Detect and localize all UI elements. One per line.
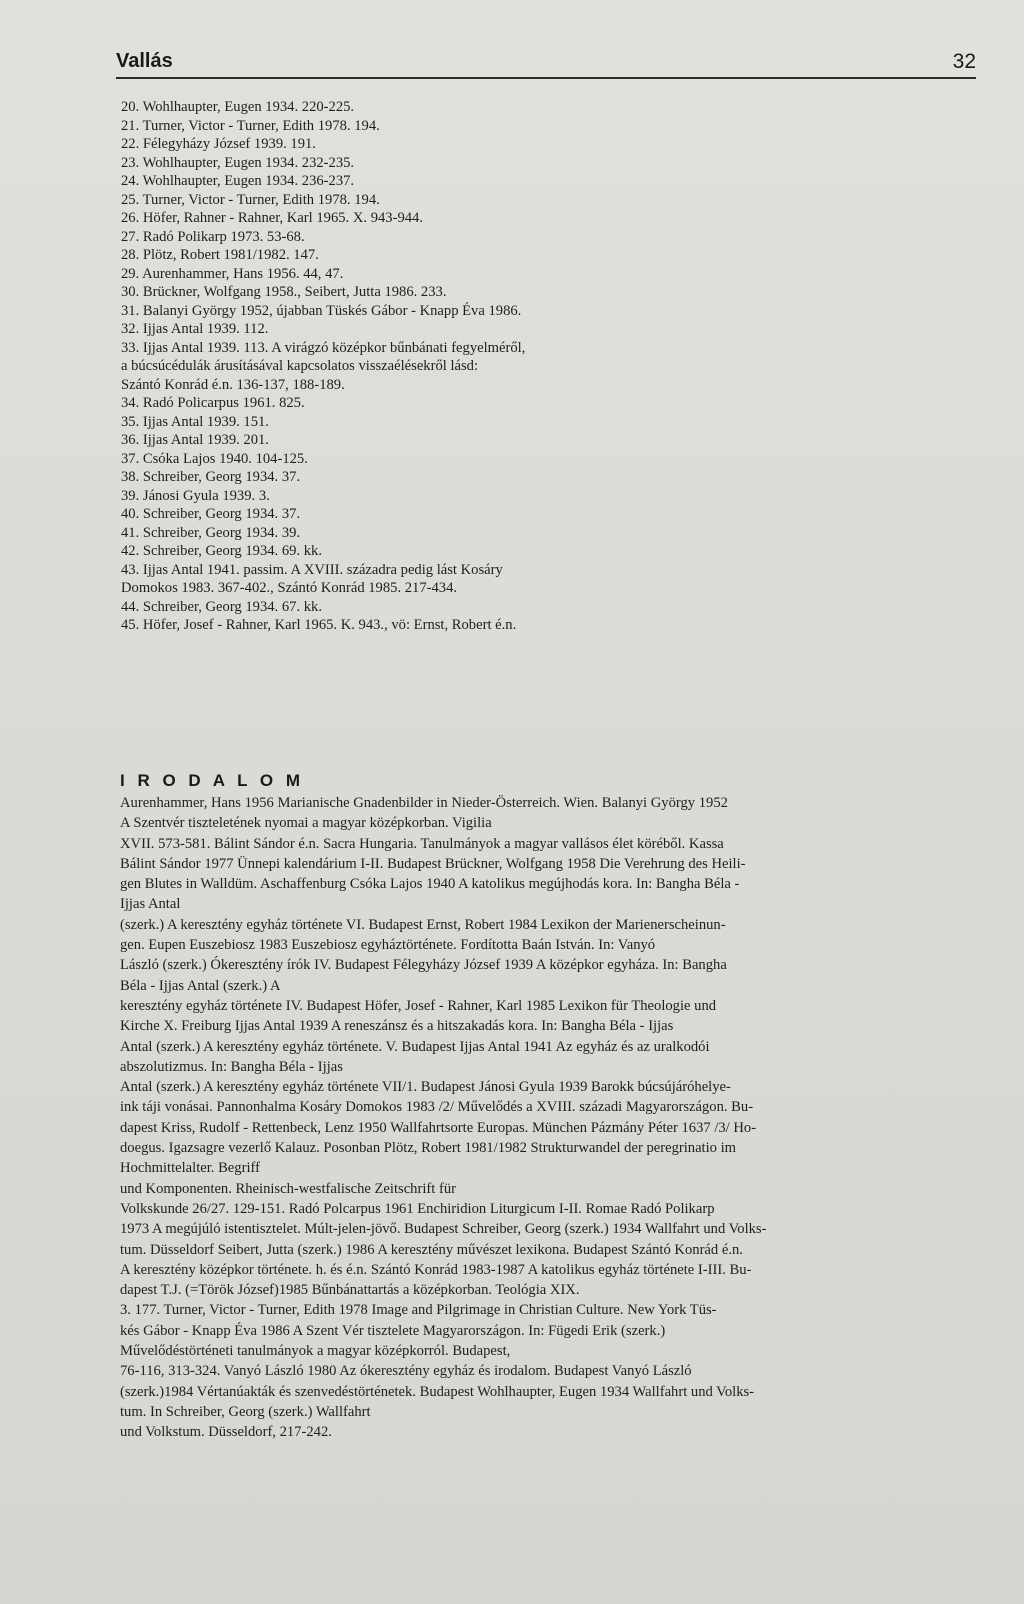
bibliography-line: Hochmittelalter. Begriff <box>120 1160 260 1177</box>
bibliography-line: 76-116, 313-324. Vanyó László 1980 Az ókeresztény egyház és irodalom. Budapest Vanyó László <box>120 1363 692 1380</box>
endnote-line: 42. Schreiber, Georg 1934. 69. kk. <box>121 543 322 559</box>
bibliography-line: kés Gábor - Knapp Éva 1986 A Szent Vér tisztelete Magyarországon. In: Fügedi Erik (szerk.) <box>120 1322 666 1339</box>
bibliography-line: Aurenhammer, Hans 1956 Marianische Gnadenbilder in Nieder-Österreich. Wien. Balanyi György 1952 <box>120 795 728 811</box>
endnote-line: 27. Radó Polikarp 1973. 53-68. <box>121 228 305 245</box>
endnote-line: a búcsúcédulák árusításával kapcsolatos visszaélésekről lásd: <box>121 358 479 374</box>
bibliography-line: und Volkstum. Düsseldorf, 217-242. <box>120 1424 332 1441</box>
endnotes-list <box>121 98 951 635</box>
endnote-line: 23. Wohlhaupter, Eugen 1934. 232-235. <box>121 154 355 171</box>
endnote-line: 34. Radó Policarpus 1961. 825. <box>121 395 305 411</box>
endnote-line: Domokos 1983. 367-402., Szántó Konrád 1985. 217-434. <box>121 580 458 596</box>
bibliography-line: XVII. 573-581. Bálint Sándor é.n. Sacra Hungaria. Tanulmányok a magyar vallásos élet köréből. Kassa <box>120 835 724 852</box>
endnote-line: 22. Félegyházy József 1939. 191. <box>121 136 316 152</box>
bibliography-line: Ijjas Antal <box>120 896 181 913</box>
endnote-line: 37. Csóka Lajos 1940. 104-125. <box>121 450 308 467</box>
bibliography-text <box>120 793 972 1443</box>
bibliography-line: tum. Düsseldorf Seibert, Jutta (szerk.) 1986 A keresztény művészet lexikona. Budapest Szántó Konrád é.n. <box>120 1241 743 1258</box>
bibliography-line: Kirche X. Freiburg Ijjas Antal 1939 A reneszánsz és a hitszakadás kora. In: Bangha Béla - Ijjas <box>120 1018 674 1035</box>
bibliography-line: (szerk.)1984 Vértanúakták és szenvedéstörténetek. Budapest Wohlhaupter, Eugen 1934 Wallfahrt und Volks- <box>120 1383 755 1400</box>
bibliography-line: Bálint Sándor 1977 Ünnepi kalendárium I-II. Budapest Brückner, Wolfgang 1958 Die Verehrung des Heili- <box>120 855 746 872</box>
bibliography-line: Antal (szerk.) A keresztény egyház története VII/1. Budapest Jánosi Gyula 1939 Barokk búcsújáróhelye- <box>120 1079 731 1096</box>
bibliography-line: gen. Eupen Euszebiosz 1983 Euszebiosz egyháztörténete. Fordította Baán István. In: Vanyó <box>120 937 656 954</box>
endnote-line: 33. Ijjas Antal 1939. 113. A virágzó középkor bűnbánati fegyelméről, <box>121 339 526 356</box>
bibliography-line: 1973 A megújúló istentisztelet. Múlt-jelen-jövő. Budapest Schreiber, Georg (szerk.) 1934 Wallfahrt und Volks- <box>120 1221 767 1238</box>
endnote-line: 29. Aurenhammer, Hans 1956. 44, 47. <box>121 265 344 282</box>
endnote-line: 28. Plötz, Robert 1981/1982. 147. <box>121 247 319 263</box>
bibliography-line: A keresztény középkor története. h. és é.n. Szántó Konrád 1983-1987 A katolikus egyház története I-III. Bu- <box>120 1261 752 1278</box>
endnote-line: 31. Balanyi György 1952, újabban Tüskés Gábor - Knapp Éva 1986. <box>121 302 522 319</box>
endnote-line: 40. Schreiber, Georg 1934. 37. <box>121 506 301 522</box>
bibliography-line: dapest Kriss, Rudolf - Rettenbeck, Lenz 1950 Wallfahrtsorte Europas. München Pázmány Péter 1637 /3/ Ho- <box>120 1119 757 1136</box>
bibliography-line: dapest T.J. (=Török József)1985 Bűnbánattartás a középkorban. Teológia XIX. <box>120 1282 580 1299</box>
bibliography-line: A Szentvér tiszteletének nyomai a magyar középkorban. Vigilia <box>120 815 492 832</box>
bibliography-line: Béla - Ijjas Antal (szerk.) A <box>120 977 281 994</box>
endnote-line: 45. Höfer, Josef - Rahner, Karl 1965. K. 943., vö: Ernst, Robert é.n. <box>121 617 517 633</box>
endnote-line: 41. Schreiber, Georg 1934. 39. <box>121 524 301 541</box>
bibliography-line: tum. In Schreiber, Georg (szerk.) Wallfahrt <box>120 1403 371 1420</box>
bibliography-line: 3. 177. Turner, Victor - Turner, Edith 1978 Image and Pilgrimage in Christian Culture. New York Tüs- <box>120 1302 717 1319</box>
endnote-line: 32. Ijjas Antal 1939. 112. <box>121 321 269 337</box>
bibliography-line: keresztény egyház története IV. Budapest Höfer, Josef - Rahner, Karl 1985 Lexikon für Theologie und <box>120 997 717 1014</box>
bibliography-line: doegus. Igazsagre vezerlő Kalauz. Posonban Plötz, Robert 1981/1982 Strukturwandel der peregrinatio im <box>120 1140 737 1157</box>
endnote-line: 39. Jánosi Gyula 1939. 3. <box>121 487 270 504</box>
endnote-line: 43. Ijjas Antal 1941. passim. A XVIII. századra pedig lást Kosáry <box>121 561 503 578</box>
endnote-line: 21. Turner, Victor - Turner, Edith 1978. 194. <box>121 117 380 134</box>
header-rule <box>116 77 976 79</box>
bibliography-line: Művelődéstörténeti tanulmányok a magyar középkorról. Budapest, <box>120 1343 511 1360</box>
bibliography-line: (szerk.) A keresztény egyház története VI. Budapest Ernst, Robert 1984 Lexikon der Marienerscheinun- <box>120 916 726 933</box>
running-title: Vallás <box>116 50 173 72</box>
endnote-line: 30. Brückner, Wolfgang 1958., Seibert, Jutta 1986. 233. <box>121 284 447 300</box>
endnote-line: 24. Wohlhaupter, Eugen 1934. 236-237. <box>121 173 355 189</box>
endnote-line: 20. Wohlhaupter, Eugen 1934. 220-225. <box>121 99 355 115</box>
bibliography-line: abszolutizmus. In: Bangha Béla - Ijjas <box>120 1058 343 1075</box>
bibliography-line: und Komponenten. Rheinisch-westfalische Zeitschrift für <box>120 1180 456 1197</box>
bibliography-line: gen Blutes in Walldüm. Aschaffenburg Csóka Lajos 1940 A katolikus megújhodás kora. In: Bangha Béla - <box>120 876 740 893</box>
bibliography-line: László (szerk.) Ókeresztény írók IV. Budapest Félegyházy József 1939 A középkor egyháza. In: Bangha <box>120 957 727 974</box>
page-header <box>116 44 976 80</box>
bibliography-line: ink táji vonásai. Pannonhalma Kosáry Domokos 1983 /2/ Művelődés a XVIII. századi Magyarországon. Bu- <box>120 1099 754 1116</box>
bibliography-line: Antal (szerk.) A keresztény egyház története. V. Budapest Ijjas Antal 1941 Az egyház és az uralkodói <box>120 1038 710 1055</box>
endnote-line: 38. Schreiber, Georg 1934. 37. <box>121 469 301 485</box>
endnote-line: 44. Schreiber, Georg 1934. 67. kk. <box>121 598 322 615</box>
endnote-line: 26. Höfer, Rahner - Rahner, Karl 1965. X. 943-944. <box>121 210 423 226</box>
page-number: 32 <box>952 50 976 73</box>
endnote-line: Szántó Konrád é.n. 136-137, 188-189. <box>121 376 345 393</box>
bibliography-heading: I R O D A L O M <box>120 771 305 790</box>
bibliography-line: Volkskunde 26/27. 129-151. Radó Polcarpus 1961 Enchiridion Liturgicum I-II. Romae Radó Polikarp <box>120 1200 715 1217</box>
endnote-line: 35. Ijjas Antal 1939. 151. <box>121 413 269 430</box>
endnote-line: 36. Ijjas Antal 1939. 201. <box>121 432 269 448</box>
endnote-line: 25. Turner, Victor - Turner, Edith 1978. 194. <box>121 191 380 208</box>
